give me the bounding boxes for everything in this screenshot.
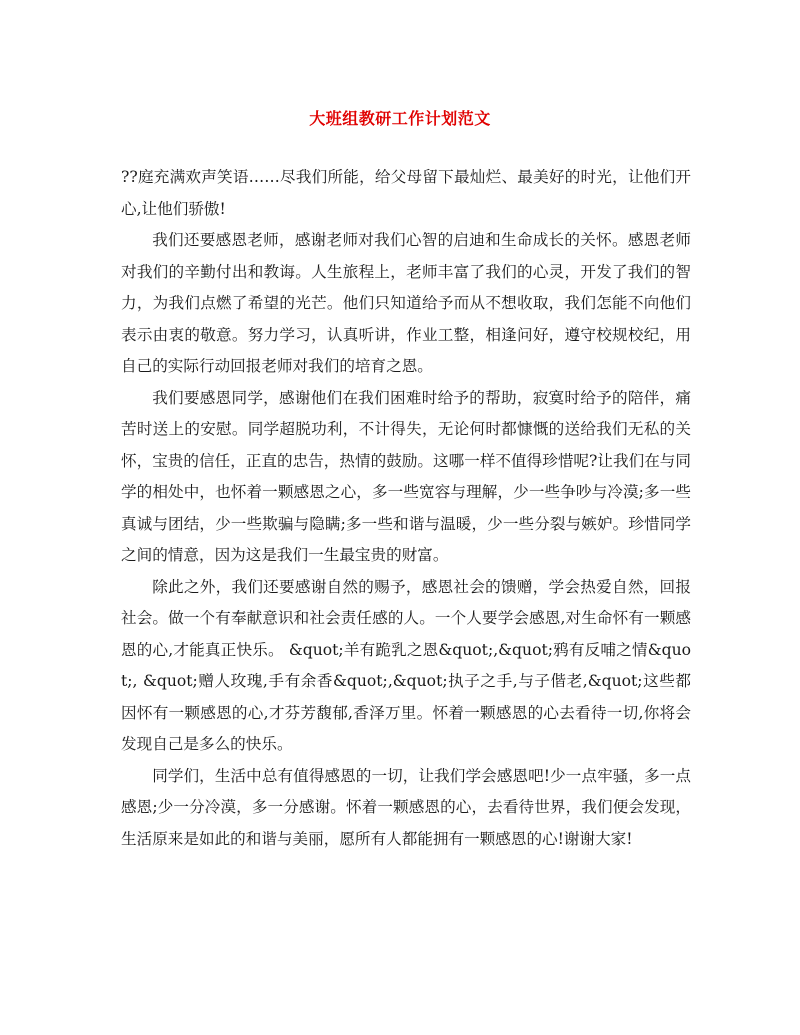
paragraph-5: 同学们，生活中总有值得感恩的一切，让我们学会感恩吧!少一点牢骚，多一点感恩;少一分冷漠，多一分感谢。怀着一颗感恩的心，去看待世界，我们便会发现，生活原来是如此的和谐与美丽，愿所有人都能拥有一颗感恩的心!谢谢大家!: [121, 766, 691, 848]
paragraph-1: ??庭充满欢声笑语……尽我们所能，给父母留下最灿烂、最美好的时光，让他们开心,让他们骄傲!: [121, 168, 691, 218]
paragraph-2: 我们还要感恩老师，感谢老师对我们心智的启迪和生命成长的关怀。感恩老师对我们的辛勤付出和教诲。人生旅程上，老师丰富了我们的心灵，开发了我们的智力，为我们点燃了希望的光芒。他们只知道给予而从不想收取，我们怎能不向他们表示由衷的敬意。努力学习，认真听讲，作业工整，相逢问好，遵守校规校纪，用自己的实际行动回报老师对我们的培育之恩。: [121, 231, 691, 375]
document-body: [121, 162, 691, 855]
paragraph-3: 我们要感恩同学，感谢他们在我们困难时给予的帮助，寂寞时给予的陪伴，痛苦时送上的安慰。同学超脱功利，不计得失，无论何时都慷慨的送给我们无私的关怀，宝贵的信任，正直的忠告，热情的鼓励。这哪一样不值得珍惜呢?让我们在与同学的相处中，也怀着一颗感恩之心，多一些宽容与理解，少一些争吵与冷漠;多一些真诚与团结，少一些欺骗与隐瞒;多一些和谐与温暖，少一些分裂与嫉妒。珍惜同学之间的情意，因为这是我们一生最宝贵的财富。: [121, 388, 691, 564]
document-title: 大班组教研工作计划范文: [309, 109, 491, 128]
paragraph-4: 除此之外，我们还要感谢自然的赐予，感恩社会的馈赠，学会热爱自然，回报社会。做一个有奉献意识和社会责任感的人。一个人要学会感恩,对生命怀有一颗感恩的心,才能真正快乐。 &quot;羊有跪乳之恩&quot;,&quot;鸦有反哺之情&quot;, &quot;赠人玫瑰,手有余香&quot;,&quot;执子之手,与子偕老,&quot;这些都因怀有一颗感恩的心,才芬芳馥郁,香泽万里。怀着一颗感恩的心去看待一切,你将会发现自己是多么的快乐。: [121, 577, 691, 753]
